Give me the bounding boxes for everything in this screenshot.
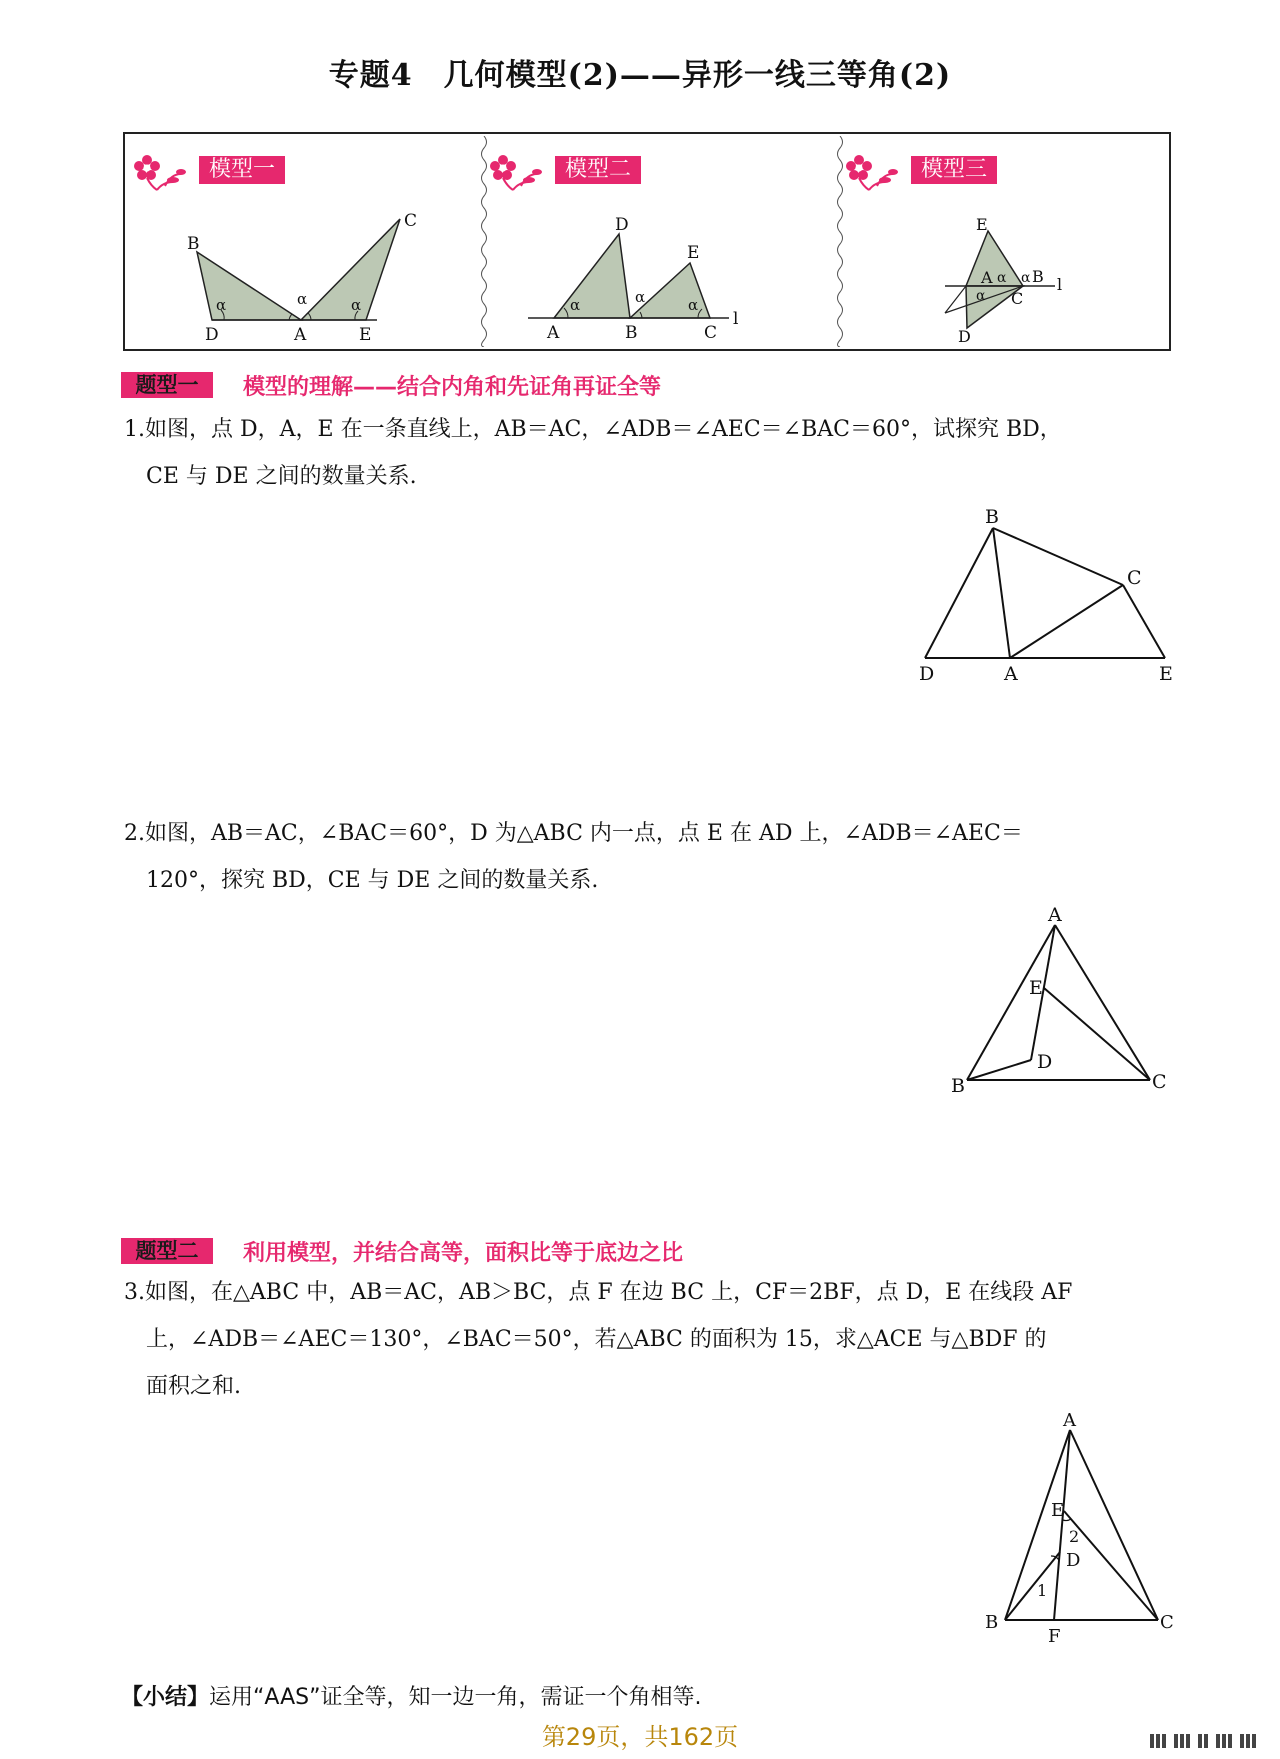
label-A: A [1004, 663, 1018, 685]
label-F: F [1048, 1626, 1061, 1647]
model-tag: 模型二 [555, 156, 641, 184]
angle-alpha: α [635, 288, 646, 306]
label-C: C [704, 323, 718, 343]
panel-divider [835, 136, 845, 347]
model-one-figure [125, 134, 479, 349]
label-A: A [1063, 1410, 1076, 1431]
angle-label-1: 1 [1037, 1581, 1048, 1600]
problem-text: CE 与 DE 之间的数量关系. [146, 464, 417, 489]
model-tag: 模型三 [911, 156, 997, 184]
figure-problem-3 [975, 1410, 1175, 1650]
angle-alpha: α [216, 296, 227, 314]
problem-text: 1.如图，点 D，A，E 在一条直线上，AB＝AC，∠ADB＝∠AEC＝∠BAC＝60°，试探究 BD， [124, 417, 1062, 442]
angle-alpha: α [976, 288, 986, 304]
label-A: A [294, 325, 307, 345]
label-C: C [1011, 289, 1024, 308]
section-tag: 题型一 [121, 372, 213, 398]
label-B: B [985, 506, 999, 528]
problem-text: 3.如图，在△ABC 中，AB＝AC，AB＞BC，点 F 在边 BC 上，CF＝2BF，点 D，E 在线段 AF [124, 1280, 1073, 1305]
label-l: l [733, 309, 739, 329]
label-D: D [1037, 1051, 1053, 1073]
label-C: C [1127, 567, 1142, 589]
label-E: E [976, 215, 988, 234]
section-tag: 题型二 [121, 1238, 213, 1264]
label-A: A [1048, 905, 1062, 926]
label-E: E [1051, 1500, 1065, 1521]
page-thumbnails-icon[interactable] [1150, 1732, 1260, 1750]
problem-text: 面积之和. [146, 1374, 241, 1399]
model-tag: 模型一 [199, 156, 285, 184]
label-E: E [687, 243, 700, 263]
label-l: l [1057, 275, 1063, 294]
label-A: A [547, 323, 560, 343]
summary-text: 运用“AAS”证全等，知一边一角，需证一个角相等. [209, 1685, 702, 1710]
label-D: D [958, 327, 971, 346]
label-C: C [1152, 1071, 1167, 1093]
figure-problem-1 [915, 505, 1175, 690]
models-panel [123, 132, 1171, 351]
label-B: B [187, 234, 200, 254]
summary-tag: 【小结】 [121, 1685, 210, 1710]
angle-alpha: α [997, 270, 1007, 286]
label-D: D [205, 325, 219, 345]
problem-3 [124, 1269, 1172, 1410]
panel-divider [479, 136, 489, 347]
label-D: D [919, 663, 935, 685]
page-indicator: 第29页，共162页 [541, 1723, 739, 1751]
page-title: 专题4 几何模型(2)——异形一线三等角(2) [328, 58, 952, 93]
model-one [125, 134, 479, 349]
label-B: B [625, 323, 638, 343]
label-E: E [1159, 663, 1173, 685]
section-title: 利用模型，并结合高等，面积比等于底边之比 [243, 1241, 684, 1266]
label-C: C [404, 211, 418, 231]
section-title: 模型的理解——结合内角和先证角再证全等 [243, 375, 662, 400]
figure-problem-2 [940, 905, 1170, 1095]
angle-alpha: α [297, 290, 308, 308]
summary [121, 1680, 701, 1711]
model-three-figure [845, 134, 1169, 349]
model-two [489, 134, 835, 349]
angle-label-2: 2 [1069, 1527, 1080, 1546]
model-two-figure [489, 134, 835, 349]
angle-alpha: α [1021, 270, 1031, 286]
label-E: E [1029, 977, 1043, 999]
angle-alpha: α [570, 296, 581, 314]
problem-text: 2.如图，AB＝AC，∠BAC＝60°，D 为△ABC 内一点，点 E 在 AD 上，∠ADB＝∠AEC＝ [124, 821, 1023, 846]
angle-alpha: α [351, 296, 362, 314]
problem-2 [124, 810, 1172, 904]
model-three [845, 134, 1169, 349]
angle-alpha: α [688, 296, 699, 314]
label-B: B [951, 1075, 965, 1095]
label-A: A [981, 268, 993, 287]
label-C: C [1160, 1612, 1174, 1633]
problem-1 [124, 406, 1172, 500]
label-D: D [1066, 1550, 1081, 1571]
label-B: B [985, 1612, 999, 1633]
label-B: B [1032, 267, 1044, 286]
label-E: E [359, 325, 372, 345]
problem-text: 120°，探究 BD，CE 与 DE 之间的数量关系. [146, 868, 599, 893]
problem-text: 上，∠ADB＝∠AEC＝130°，∠BAC＝50°，若△ABC 的面积为 15，求△ACE 与△BDF 的 [146, 1327, 1047, 1352]
label-D: D [615, 215, 629, 235]
